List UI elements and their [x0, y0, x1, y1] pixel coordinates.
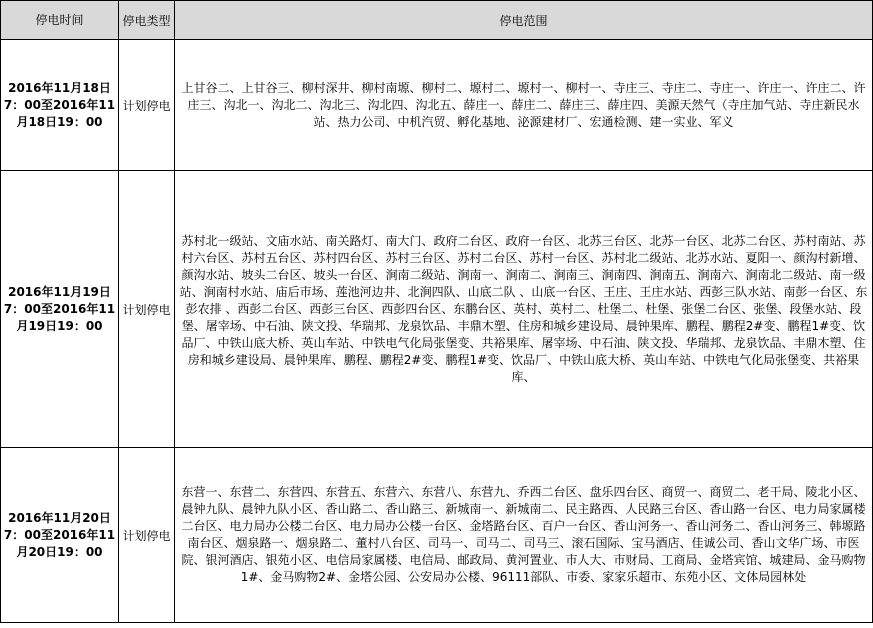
row-time: 2016年11月20日7：00至2016年11月20日19：00: [1, 448, 119, 623]
table-row: [1, 171, 873, 448]
header-range: 停电范围: [175, 1, 873, 40]
row-time: 2016年11月19日7：00至2016年11月19日19：00: [1, 171, 119, 448]
row-type: 计划停电: [119, 448, 175, 623]
row-range: 上甘谷二、上甘谷三、柳村深井、柳村南塬、柳村二、塬村二、塬村一、柳村一、寺庄三、寺庄二、寺庄一、许庄一、许庄二、许庄三、沟北一、沟北二、沟北三、沟北四、沟北五、薛庄一、薛庄二、薛庄三、薛庄四、美源天然气（寺庄加气站、寺庄新民水站、热力公司、中机汽贸、孵化基地、泌源建材厂、宏通检测、建一实业、军义: [175, 40, 873, 171]
header-type: 停电类型: [119, 1, 175, 40]
header-row: [1, 1, 873, 40]
row-time: 2016年11月18日7：00至2016年11月18日19：00: [1, 40, 119, 171]
table-row: [1, 448, 873, 623]
row-type: 计划停电: [119, 40, 175, 171]
table-row: [1, 40, 873, 171]
row-type: 计划停电: [119, 171, 175, 448]
row-range: 苏村北一级站、文庙水站、南关路灯、南大门、政府二台区、政府一台区、北苏三台区、北苏一台区、北苏二台区、苏村南站、苏村六台区、苏村五台区、苏村四台区、苏村三台区、苏村二台区、苏村一台区、苏村北二级站、北苏水站、夏阳一、颜沟村新增、颜沟水站、坡头二台区、坡头一台区、涧南二级站、涧南一、涧南二、涧南三、涧南四、涧南五、涧南六、涧南北二级站、南一级站、涧南村水站、庙后市场、莲池河边井、北涧四队、山底二队 、山底一台区、王庄、王庄水站、西彭三队水站、南彭一台区、东彭农排 、西彭二台区、西彭三台区、西彭四台区、东鹏台区、英村、英村二、杜堡二、杜堡、张堡二台区、张堡、段堡水站、段堡、屠宰场、中石油、陕文投、华瑞邦、龙泉饮品、丰鼎木塑、住房和城乡建设局、晨钟果库、鹏程、鹏程2#变、鹏程1#变、饮品厂、中铁山底大桥、英山车站、中铁电气化局张堡变、共裕果库、屠宰场、中石油、陕文投、华瑞邦、龙泉饮品、丰鼎木塑、住房和城乡建设局、晨钟果库、鹏程、鹏程2#变、鹏程1#变、饮品厂、中铁山底大桥、英山车站、中铁电气化局张堡变、共裕果库、: [175, 171, 873, 448]
header-time: 停电时间: [1, 1, 119, 40]
row-range: 东营一、东营二、东营四、东营五、东营六、东营八、东营九、乔西二台区、盘乐四台区、商贸一、商贸二、老干局、陵北小区、晨钟九队、晨钟九队小区、香山路二、香山路三、新城南一、新城南二、民主路西、人民路三台区、香山路一台区、电力局家属楼二台区、电力局办公楼二台区、电力局办公楼一台区、金塔路台区、百户一台区、香山河务一、香山河务二、香山河务三、韩塬路南台区、烟泉路一、烟泉路二、董村八台区、司马一、司马二、司马三、滚石国际、宝马酒店、佳诚公司、香山文华广场、市医院、银河酒店、银苑小区、电信局家属楼、电信局、邮政局、黄河置业、市人大、市财局、工商局、金塔宾馆、城建局、金马购物1#、金马购物2#、金塔公园、公安局办公楼、96111部队、市委、家家乐超市、东苑小区、文体局园林处: [175, 448, 873, 623]
